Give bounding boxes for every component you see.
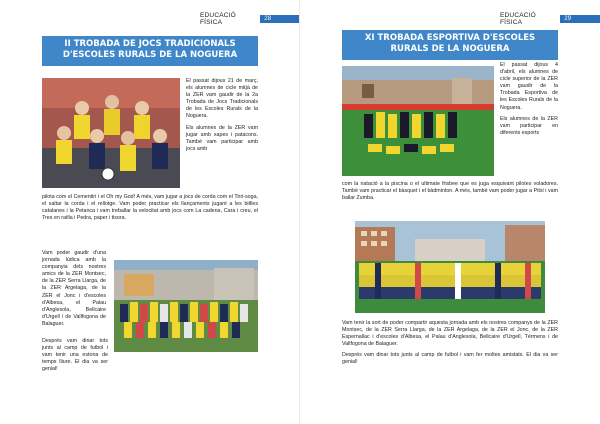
right-intro-paragraph: El passat dijous 4 d'abril, els alumnes de cicle superior de la ZER vam gaudir de la Trobada Esportiva de les Escoles Rurals de la Noguera. (500, 62, 558, 111)
left-page-number: 28 (260, 15, 300, 23)
left-header-label: EDUCACIÓ FÍSICA (200, 12, 236, 26)
right-sports-paragraph-side: Els alumnes de la ZER vam participar en diferents esports (500, 115, 558, 136)
right-sports-paragraph: com la natació a la piscina o el ultimate frisbee que es juga esquivant pilotes voladores. També vam practicar el bàsquet i el bàdminton. A més, també vam poder jugar a Pitxi i vam ballar Zumba. (342, 181, 558, 202)
right-page-header (500, 12, 600, 26)
left-lunch-paragraph: Després vam dinar tots junts al camp de futbol i vam tenir una estona de temps lliure. El dia va ser genial! (42, 338, 108, 373)
right-lunch-paragraph: Després vam dinar tots junts al camp de futbol i vam fer moltes amistats. El dia va ser genial! (342, 352, 558, 366)
left-company-paragraph: Vam poder gaudir d'una jornada lúdica amb la companyia dels nostres amics de la ZER Montsec, de la ZER Serra Llarga, de la ZER Argelaga, de la ZER el Jonc i d'escoles d'Albesa, el Palau d'Anglesola, Bellcaire d'Urgell i de Vallfogona de Balaguer. (42, 250, 106, 327)
left-intro-paragraph: El passat dijous 21 de març, els alumnes de cicle mitjà de la ZER vam gaudir de la 2a Trobada de Jocs Tradicionals de les Escoles Rurals de la Noguera. (186, 78, 258, 120)
left-lunch-text (42, 338, 108, 377)
left-article-title: II TROBADA DE JOCS TRADICIONALS D'ESCOLES RURALS DE LA NOGUERA (42, 36, 258, 66)
right-header-label: EDUCACIÓ FÍSICA (500, 12, 536, 26)
group-at-stadium-photo (114, 260, 258, 352)
right-sports-text (342, 181, 558, 206)
right-page-number: 29 (560, 15, 600, 23)
left-intro-text (186, 78, 258, 153)
left-games-paragraph-side: Els alumnes de la ZER vam jugar amb xapes i patacons. També vam participar amb jocs amb (186, 124, 258, 152)
right-company-paragraph: Vam tenir la sort de poder compartir aquesta jornada amb els nostres companys de la ZER Montsec, de la ZER Serra Llarga, de la ZER Argelaga, de la ZER el Jonc, de la ZER Espernallac i d'escoles d'Albesa, el Palau d'Anglesola, Bellcaire d'Urgell, Térmens i de Vallfogona de Balaguer. (342, 320, 558, 348)
children-with-ball-photo (42, 78, 180, 188)
left-games-paragraph: pilota com el Cementiri i el Oh my God! A més, vam jugar a jocs de corda com el Tiró-soga, el saltar la corda i el rellotge. Vam poder practicar els llançaments jugant a les bitlles catalanes i la Petanca i vam treballar la velocitat amb jocs com La cadena, Cara i creu, el Tres en ratlla i Pedra, paper i tisora. (42, 194, 258, 222)
right-company-text (342, 320, 558, 371)
large-group-on-field-photo (355, 221, 545, 313)
right-intro-text (500, 62, 558, 137)
right-page (300, 0, 600, 424)
left-page-header (200, 12, 300, 26)
left-games-text (42, 194, 258, 226)
team-on-field-photo (342, 66, 494, 176)
right-article-title: XI TROBADA ESPORTIVA D'ESCOLES RURALS DE LA NOGUERA (342, 30, 558, 60)
